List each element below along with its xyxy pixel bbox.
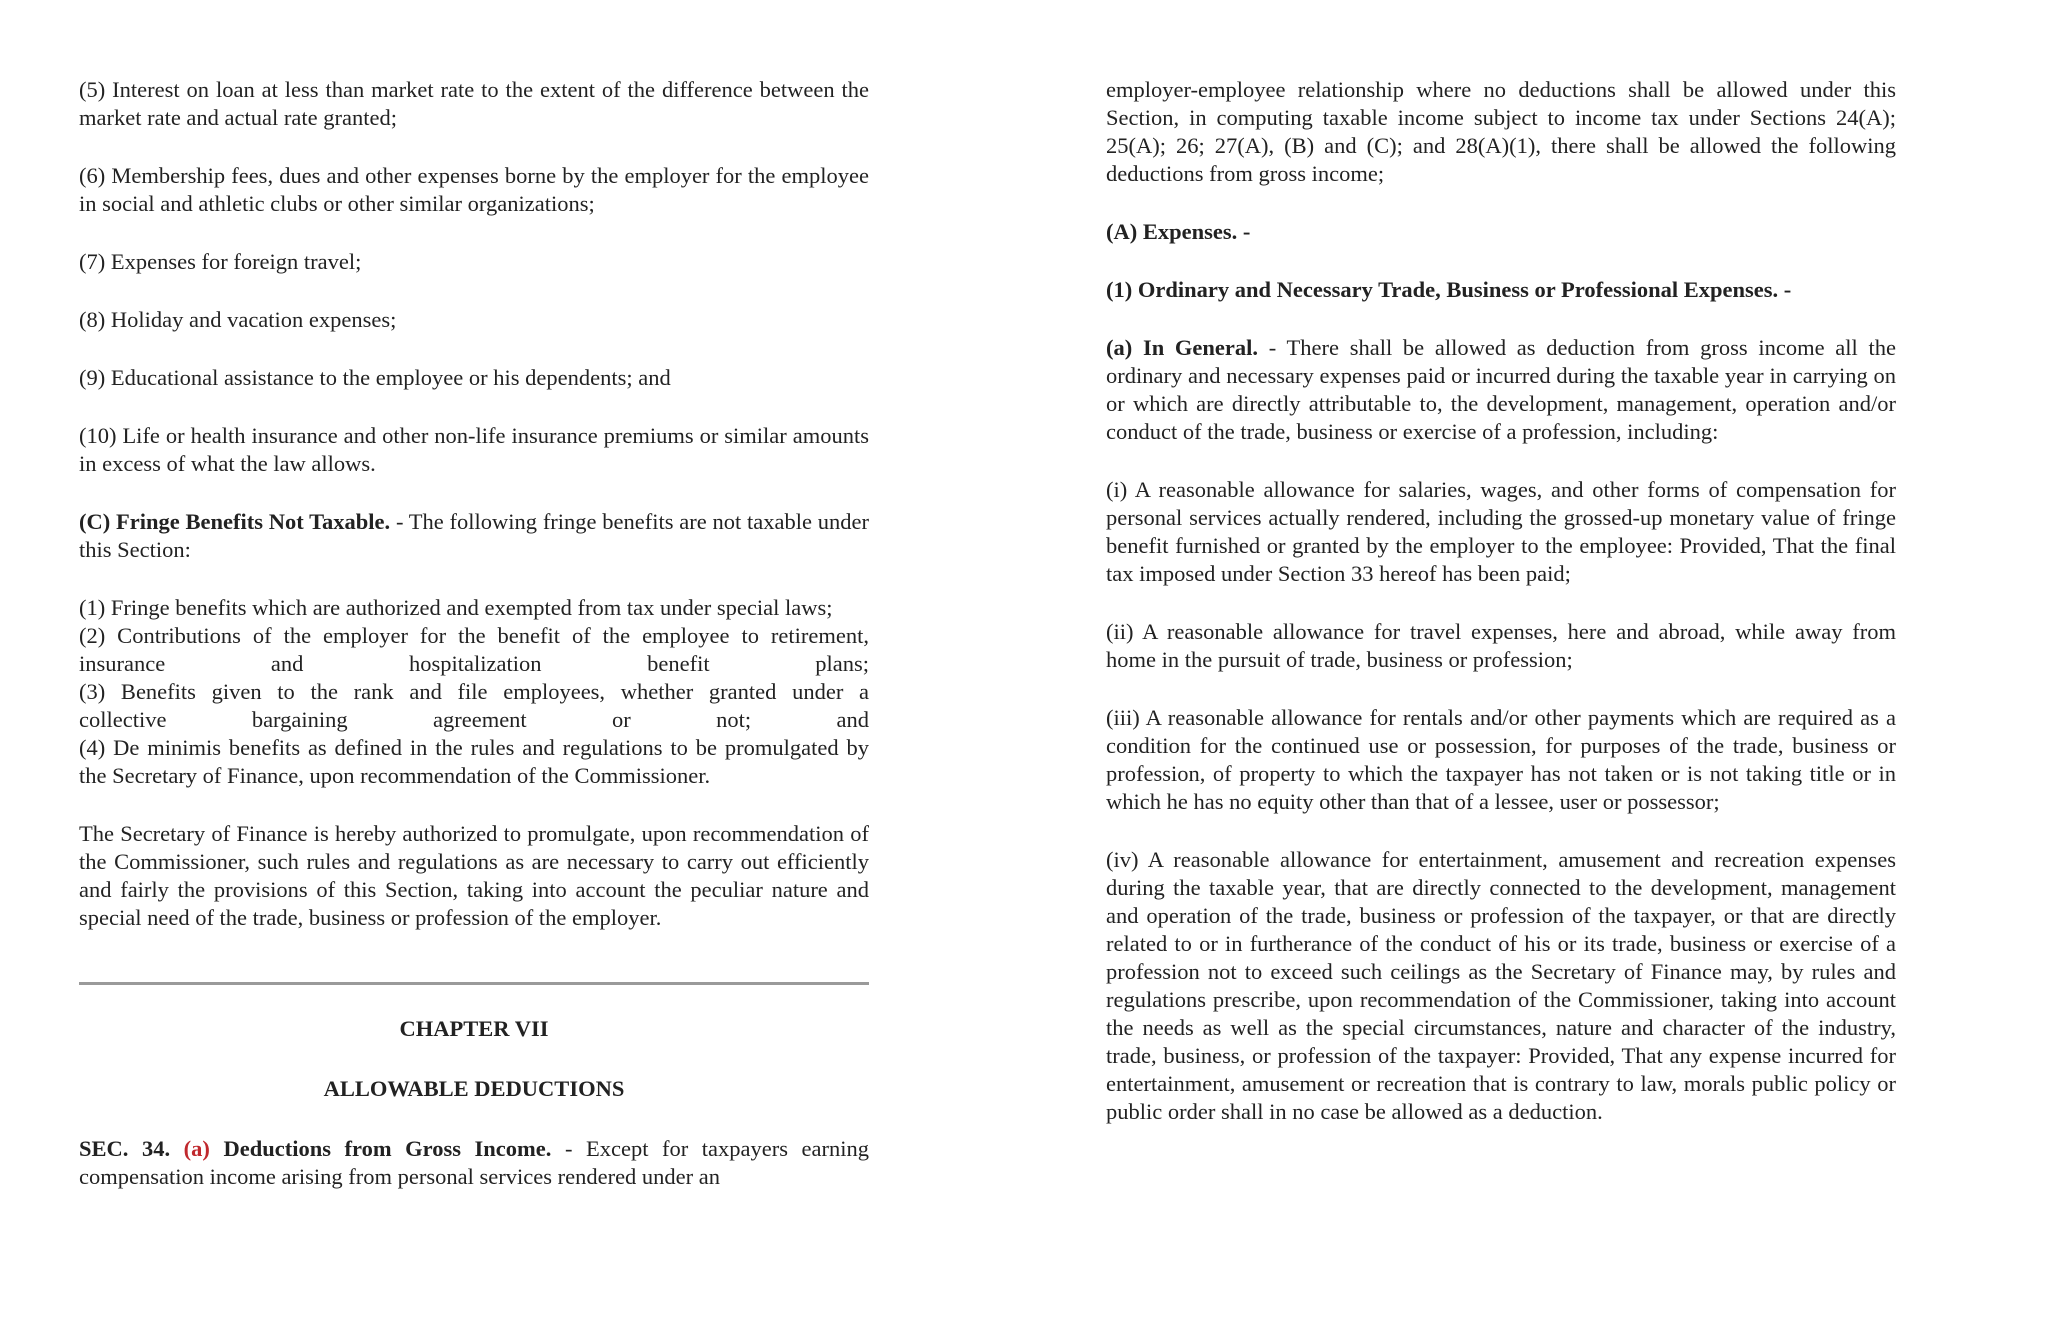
item-iv-paragraph: (iv) A reasonable allowance for entertainment, amusement and recreation expenses during the taxable year, that are directly connected to the development, management and operation of the trade, business or profession of the taxpayer, or that are directly related to or in furtherance of the conduct of his or its trade, business or exercise of a profession not to exceed such ceilings as the Secretary of Finance may, by rules and regulations prescribe, upon recommendation of the Commissioner, taking into account the needs as well as the special circumstances, nature and character of the industry, trade, business, or profession of the taxpayer: Provided, That any expense incurred for entertainment, amusement or recreation that is contrary to law, morals public policy or public order shall in no case be allowed as a deduction. — [1106, 847, 1896, 1124]
in-general-heading: (a) In General. — [1106, 335, 1259, 360]
item-6-paragraph: (6) Membership fees, dues and other expenses borne by the employer for the employee in social and athletic clubs or other similar organizations; — [79, 163, 869, 216]
section-heading: Deductions from Gross Income. — [223, 1136, 552, 1161]
chapter-number: CHAPTER VII — [399, 1016, 549, 1041]
item-iii-paragraph: (iii) A reasonable allowance for rentals and/or other payments which are required as a condition for the continued use or possession, for purposes of the trade, business or profession, of property to which the taxpayer has not taken or is not taking title or in which he has no equity other than that of a lessee, user or possessor; — [1106, 705, 1896, 814]
item-8-paragraph: (8) Holiday and vacation expenses; — [79, 307, 397, 332]
fringe-benefits-paragraph — [79, 508, 869, 564]
fringe-item-3-line-2: collective bargaining agreement or not; and — [79, 707, 869, 732]
right-page-column — [1106, 76, 1896, 1126]
item-i-paragraph: (i) A reasonable allowance for salaries, wages, and other forms of compensation for personal services actually rendered, including the grossed-up monetary value of fringe benefit furnished or granted by the employer to the employee: Provided, That the final tax imposed under Section 33 hereof has been paid; — [1106, 477, 1896, 586]
fringe-item-2-line-1: (2) Contributions of the employer for the benefit of the employee to retirement, — [79, 623, 869, 648]
fringe-benefits-list — [79, 594, 869, 790]
item-10-paragraph: (10) Life or health insurance and other non-life insurance premiums or similar amounts in excess of what the law allows. — [79, 423, 869, 476]
item-7-paragraph: (7) Expenses for foreign travel; — [79, 249, 362, 274]
fringe-item-1: (1) Fringe benefits which are authorized and exempted from tax under special laws; — [79, 595, 833, 620]
intro-paragraph: employer-employee relationship where no deductions shall be allowed under this Section, in computing taxable income subject to income tax under Sections 24(A); 25(A); 26; 27(A), (B) and (C); and 28(A)(1), there shall be allowed the following deductions from gross income; — [1106, 77, 1896, 186]
in-general-paragraph — [1106, 334, 1896, 446]
fringe-item-3-line-1: (3) Benefits given to the rank and file employees, whether granted under a — [79, 679, 869, 704]
in-general-text: - There shall be allowed as deduction from gross income all the ordinary and necessary expenses paid or incurred during the taxable year in carrying on or which are directly attributable to, the development, management, operation and/or conduct of the trade, business or exercise of a profession, including: — [1106, 335, 1896, 444]
item-5-paragraph: (5) Interest on loan at less than market rate to the extent of the difference between the market rate and actual rate granted; — [79, 77, 869, 130]
section-subsection-marker: (a) — [183, 1136, 210, 1161]
left-page-column — [79, 76, 869, 1191]
fringe-item-2-line-2: insurance and hospitalization benefit plans; — [79, 651, 869, 676]
secretary-paragraph: The Secretary of Finance is hereby authorized to promulgate, upon recommendation of the Commissioner, such rules and regulations as are necessary to carry out efficiently and fairly the provisions of this Section, taking into account the peculiar nature and special need of the trade, business or profession of the employer. — [79, 821, 869, 930]
section-text: - Except for taxpayers earning compensation income arising from personal services rendered under an — [79, 1136, 870, 1189]
section-34-paragraph — [79, 1135, 869, 1191]
chapter-title: ALLOWABLE DEDUCTIONS — [323, 1076, 625, 1101]
section-label: SEC. 34. — [79, 1136, 171, 1161]
ordinary-expenses-heading: (1) Ordinary and Necessary Trade, Business or Professional Expenses. - — [1106, 277, 1792, 302]
fringe-benefits-heading: (C) Fringe Benefits Not Taxable. — [79, 509, 391, 534]
item-ii-paragraph: (ii) A reasonable allowance for travel expenses, here and abroad, while away from home in the pursuit of trade, business or profession; — [1106, 619, 1896, 672]
fringe-benefits-text: - The following fringe benefits are not taxable under this Section: — [79, 509, 870, 562]
expenses-heading: (A) Expenses. - — [1106, 219, 1251, 244]
item-9-paragraph: (9) Educational assistance to the employee or his dependents; and — [79, 365, 671, 390]
fringe-item-4: (4) De minimis benefits as defined in the rules and regulations to be promulgated by the Secretary of Finance, upon recommendation of the Commissioner. — [79, 735, 869, 788]
chapter-divider — [79, 982, 869, 985]
